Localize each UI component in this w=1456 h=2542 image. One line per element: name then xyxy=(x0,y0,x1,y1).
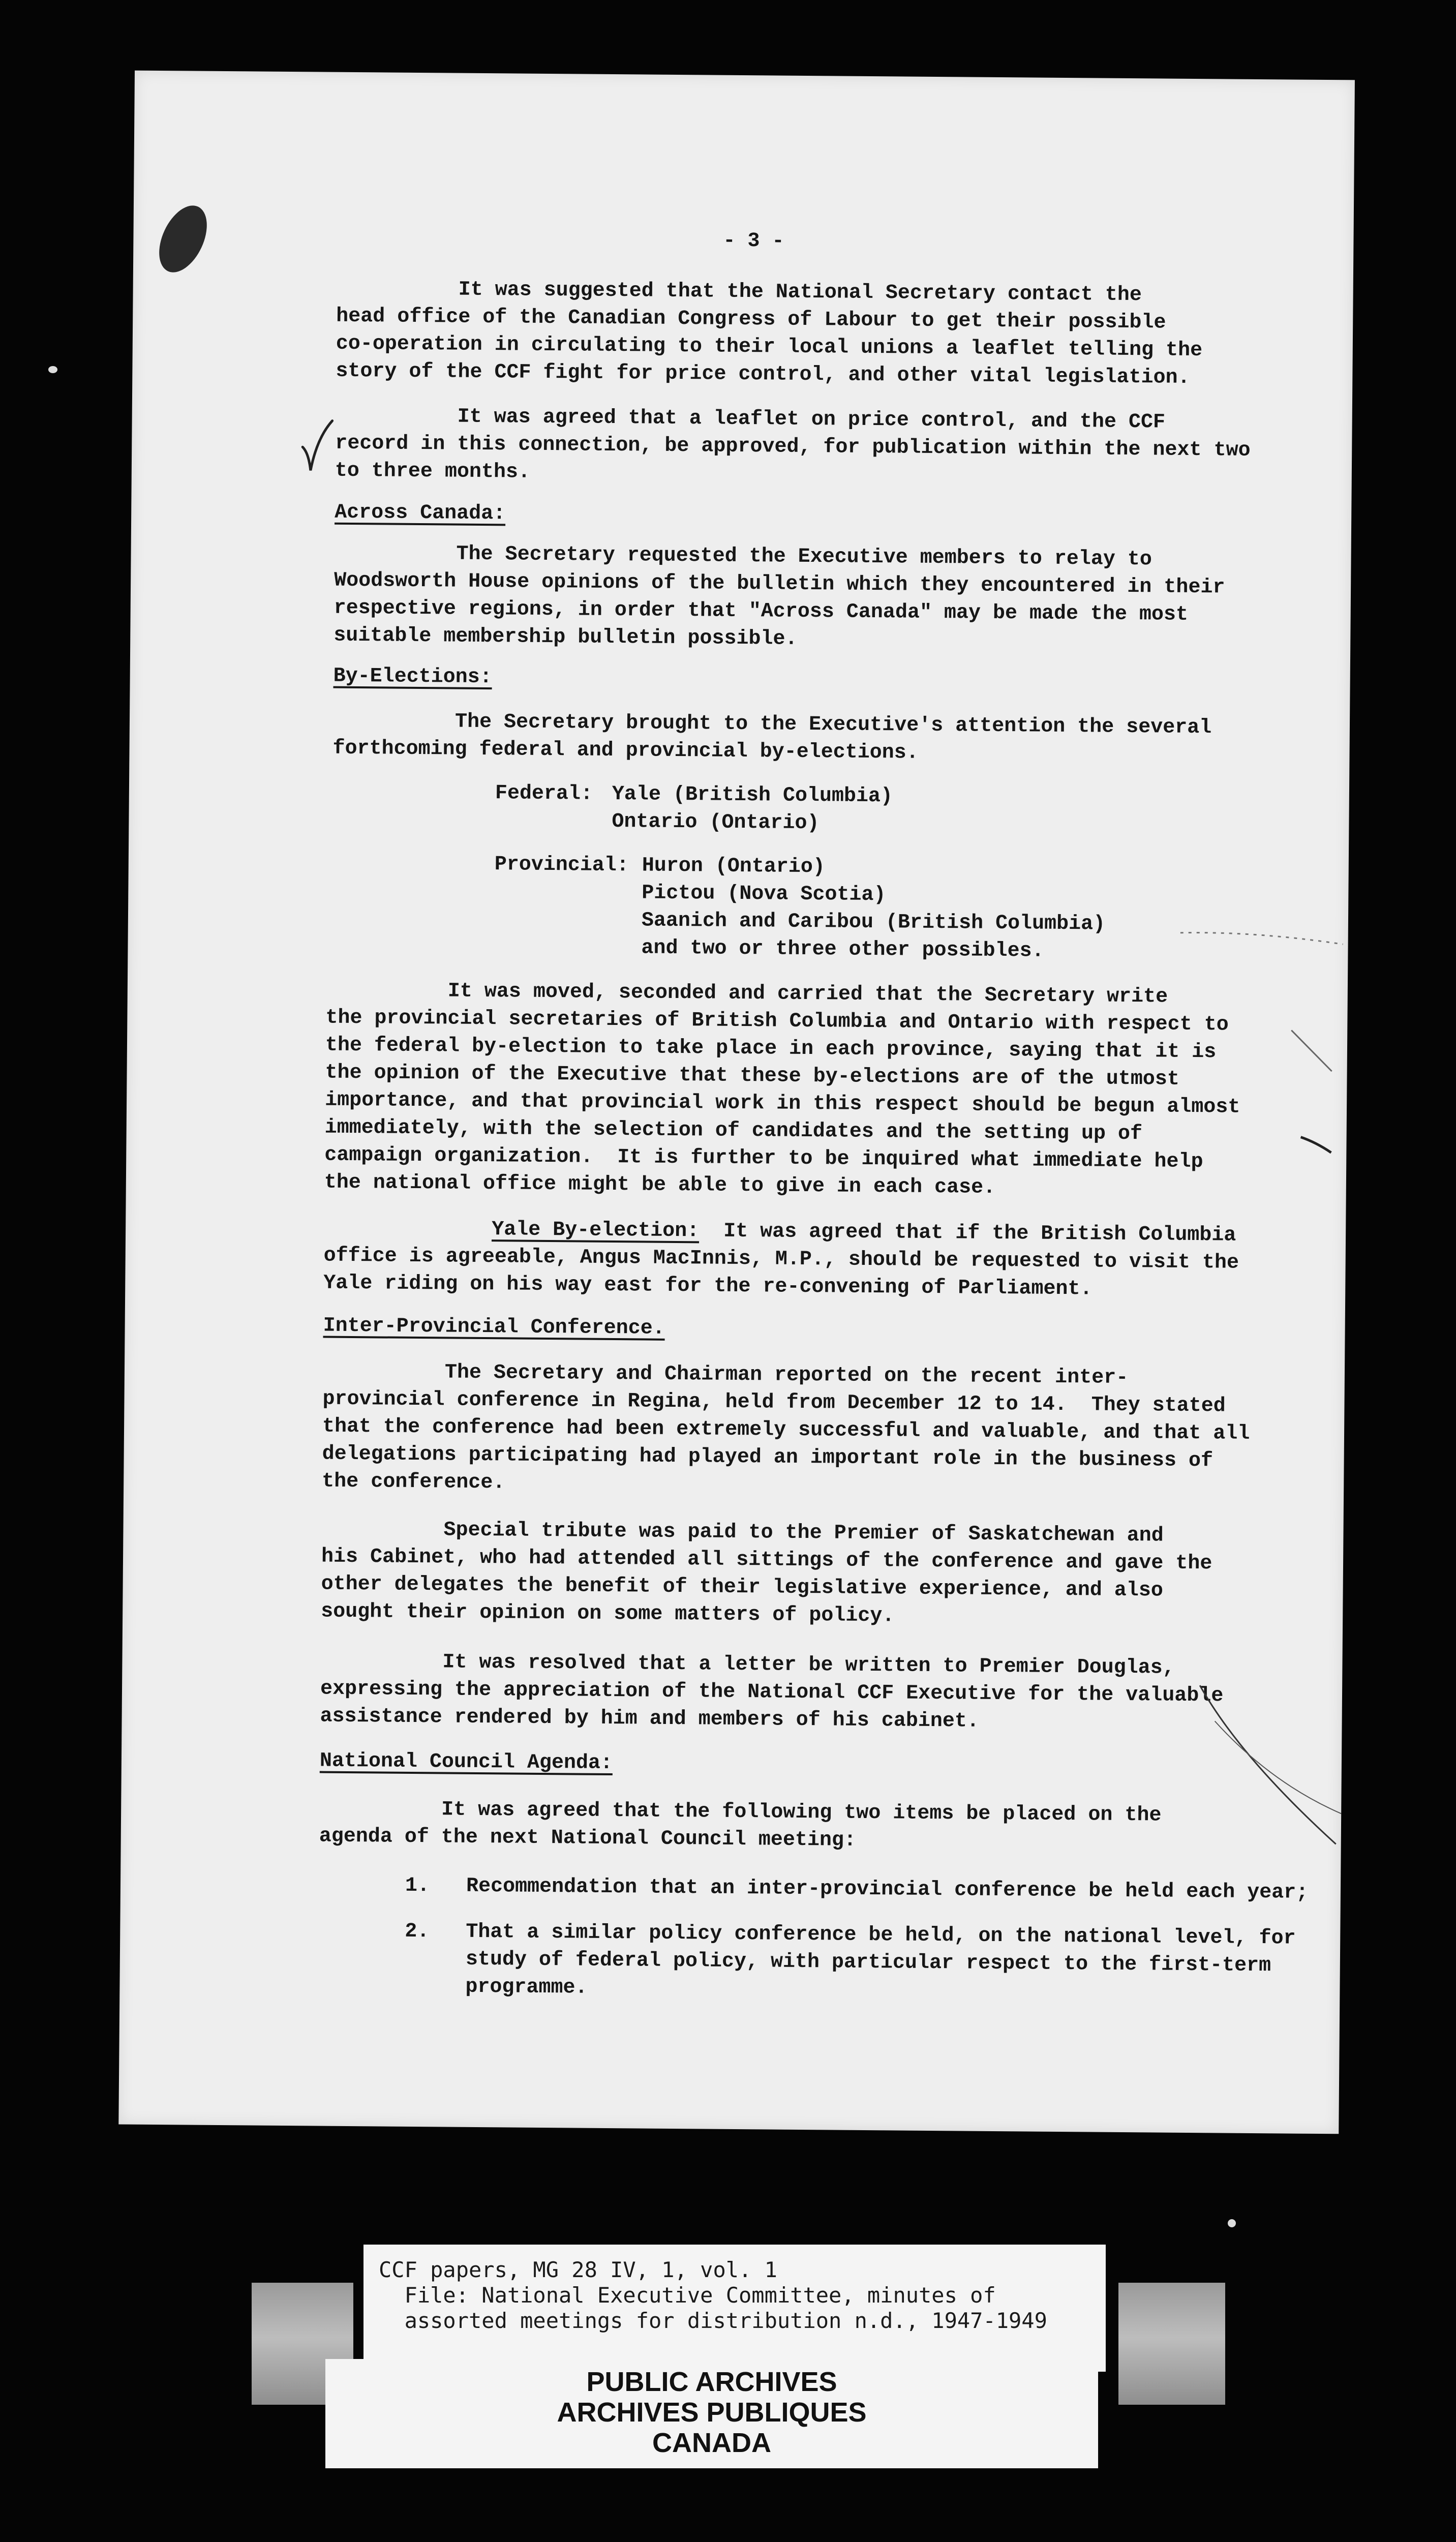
citation-line: CCF papers, MG 28 IV, 1, vol. 1 xyxy=(379,2257,777,2282)
agenda-item: 1. Recommendation that an inter-provincial conference be held each year; xyxy=(405,1874,1309,1904)
section-heading-across-canada: Across Canada: xyxy=(335,501,506,526)
text-line: immediately, with the selection of candidates and the setting up of xyxy=(324,1116,1143,1146)
text-line: The Secretary requested the Executive members to relay to xyxy=(334,541,1152,571)
text-line: delegations participating had played an important role in the business of xyxy=(322,1442,1214,1473)
federal-label: Federal: xyxy=(495,782,593,806)
text-line: suitable membership bulletin possible. xyxy=(333,624,798,651)
provincial-label: Provincial: xyxy=(494,853,629,877)
provincial-item: Huron (Ontario) xyxy=(642,854,826,879)
text-line: The Secretary brought to the Executive's attention the several xyxy=(332,709,1212,740)
text-line: that the conference had been extremely successful and valuable, and that all xyxy=(322,1415,1250,1445)
page-text xyxy=(118,71,1355,2134)
stray-pencil-marks xyxy=(1194,1680,1348,1854)
text-line: The Secretary and Chairman reported on the recent inter- xyxy=(322,1360,1129,1390)
text-line: head office of the Canadian Congress of Labour to get their possible xyxy=(336,305,1166,335)
yale-heading: Yale By-election: xyxy=(491,1218,700,1243)
label-strip-right xyxy=(1118,2283,1225,2405)
text-line: the national office might be able to give in each case. xyxy=(324,1171,996,1199)
agenda-item: programme. xyxy=(404,1975,588,2000)
archives-stamp xyxy=(325,2367,1098,2458)
speck xyxy=(1228,2219,1236,2227)
provincial-item: Saanich and Caribou (British Columbia) xyxy=(641,909,1106,936)
stamp-line: CANADA xyxy=(652,2428,771,2458)
text-line: It was moved, seconded and carried that the Secretary write xyxy=(325,979,1168,1009)
text-line: co-operation in circulating to their local unions a leaflet telling the xyxy=(336,332,1203,362)
agenda-item: 2. That a similar policy conference be held, on the national level, for xyxy=(405,1920,1296,1950)
text-line: It was suggested that the National Secretary contact the xyxy=(336,277,1142,307)
text-line: It was agreed that a leaflet on price control, and the CCF xyxy=(335,404,1166,434)
text-line: Yale riding on his way east for the re-convening of Parliament. xyxy=(323,1272,1093,1301)
text-line: campaign organization. It is further to be inquired what immediate help xyxy=(324,1143,1203,1174)
text-line: expressing the appreciation of the National CCF Executive for the valuable xyxy=(320,1677,1224,1708)
text-line: agenda of the next National Council meeting: xyxy=(319,1825,857,1852)
text-line: the opinion of the Executive that these by-elections are of the utmost xyxy=(325,1061,1179,1091)
citation-text xyxy=(379,2257,1047,2334)
stamp-line: ARCHIVES PUBLIQUES xyxy=(557,2397,867,2428)
text-line: the conference. xyxy=(322,1470,505,1495)
text-line: importance, and that provincial work in this respect should be begun almost xyxy=(324,1088,1240,1119)
text-line: record in this connection, be approved, for publication within the next two xyxy=(335,432,1251,462)
text-line: provincial conference in Regina, held from December 12 to 14. They stated xyxy=(322,1387,1226,1418)
section-heading-by-elections: By-Elections: xyxy=(333,664,492,689)
text-line: respective regions, in order that "Across Canada" may be made the most xyxy=(333,596,1189,626)
text-line: the provincial secretaries of British Columbia and Ontario with respect to xyxy=(325,1006,1229,1037)
section-heading-agenda: National Council Agenda: xyxy=(319,1749,613,1775)
text-line: assistance rendered by him and members of his cabinet. xyxy=(320,1705,979,1733)
citation-line: assorted meetings for distribution n.d., 1947-1949 xyxy=(379,2308,1047,2333)
text-line: to three months. xyxy=(335,459,531,484)
text-line: other delegates the benefit of their legislative experience, and also xyxy=(321,1572,1164,1602)
document-page xyxy=(118,71,1355,2134)
federal-item: Ontario (Ontario) xyxy=(612,810,820,835)
provincial-item: Pictou (Nova Scotia) xyxy=(642,882,886,907)
provincial-item: and two or three other possibles. xyxy=(641,936,1044,963)
stray-pencil-marks xyxy=(1178,928,1348,1163)
agenda-item: study of federal policy, with particular respect to the first-term xyxy=(404,1947,1271,1978)
text-line: It was agreed that the following two items be placed on the xyxy=(319,1797,1162,1827)
text-line: office is agreeable, Angus MacInnis, M.P., should be requested to visit the xyxy=(323,1244,1239,1275)
yale-first-text: It was agreed that if the British Columbia xyxy=(699,1220,1236,1247)
text-line: Special tribute was paid to the Premier of Saskatchewan and xyxy=(321,1518,1164,1548)
text-line: Woodsworth House opinions of the bulletin which they encountered in their xyxy=(333,569,1225,599)
page-number: - 3 - xyxy=(723,229,784,253)
check-mark-icon xyxy=(299,417,336,474)
text-line: forthcoming federal and provincial by-elections. xyxy=(332,737,919,765)
text-line: story of the CCF fight for price control, and other vital legislation. xyxy=(336,359,1190,389)
federal-item: Yale (British Columbia) xyxy=(612,782,893,808)
speck xyxy=(48,366,57,373)
text-line: the federal by-election to take place in each province, saying that it is xyxy=(325,1034,1217,1064)
stamp-line: PUBLIC ARCHIVES xyxy=(586,2367,837,2397)
text-line: sought their opinion on some matters of policy. xyxy=(321,1600,895,1628)
section-heading-conference: Inter-Provincial Conference. xyxy=(323,1314,665,1340)
text-line: It was resolved that a letter be written to Premier Douglas, xyxy=(320,1650,1175,1680)
citation-line: File: National Executive Committee, minutes of xyxy=(379,2283,996,2308)
text-line: his Cabinet, who had attended all sittings of the conference and gave the xyxy=(321,1545,1212,1576)
